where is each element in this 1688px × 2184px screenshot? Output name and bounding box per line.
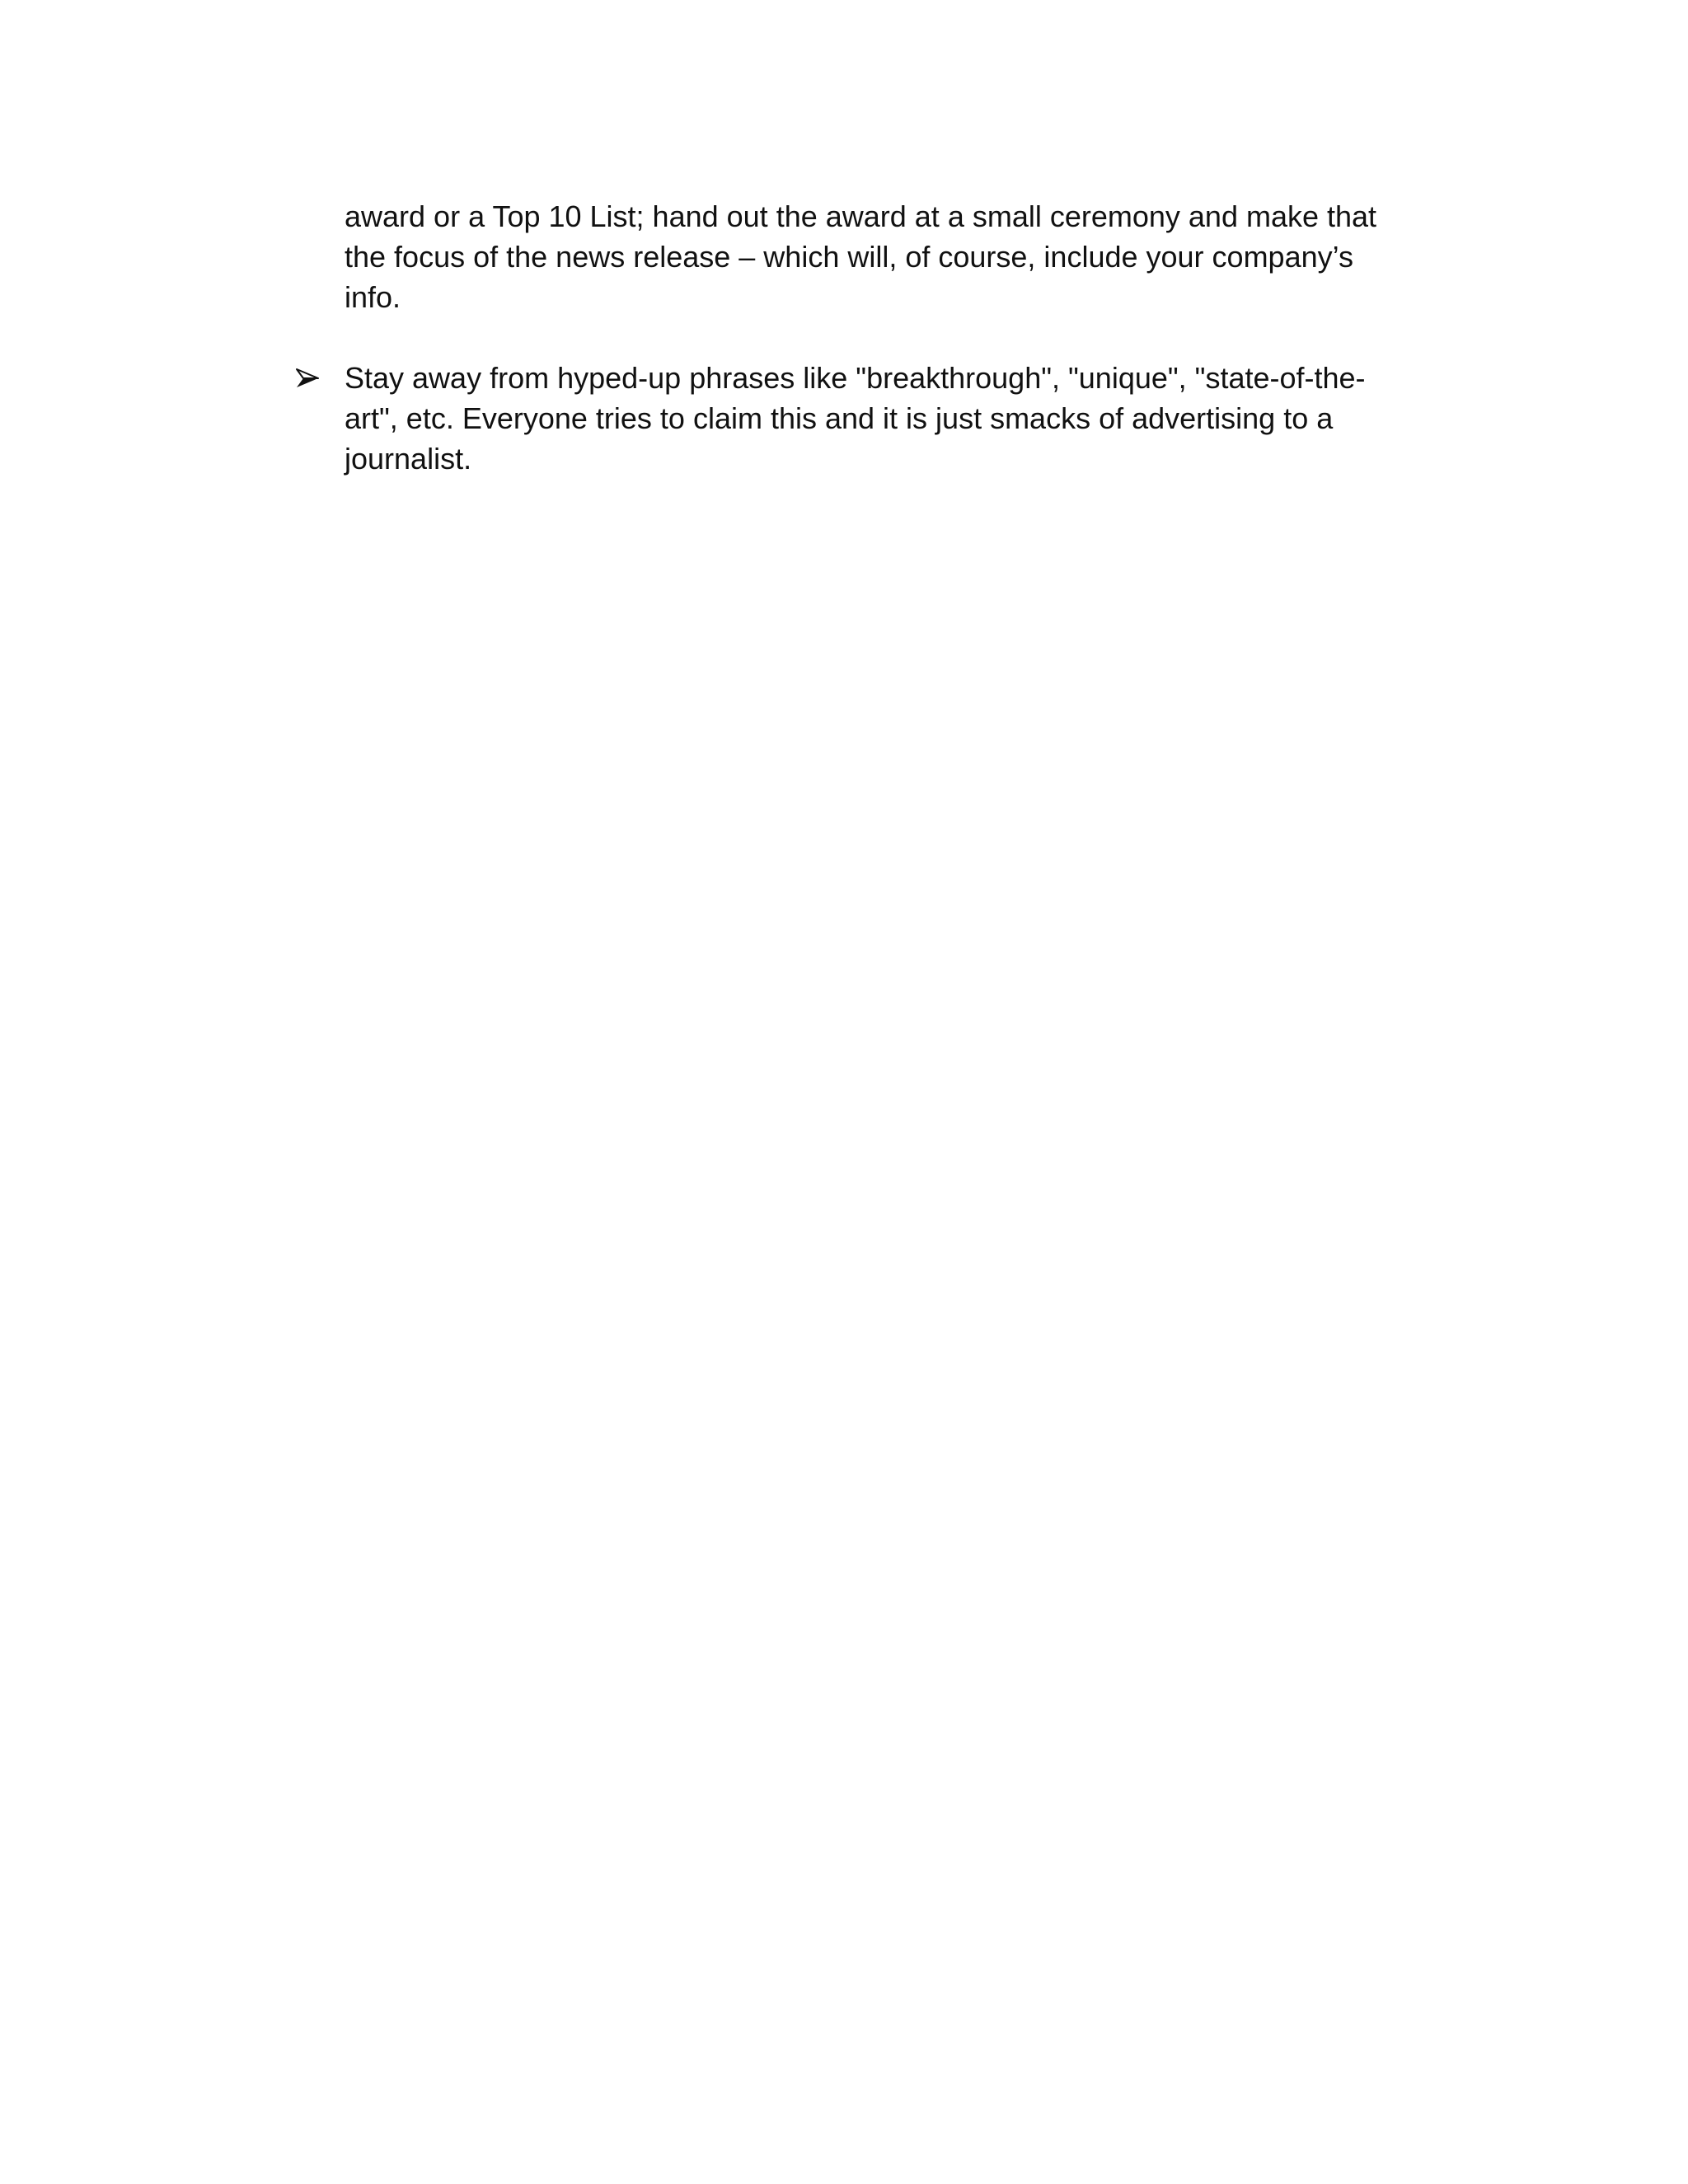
bullet-text (345, 358, 1408, 479)
paragraph-line: the focus of the news release – which will, of course, include your company’s (345, 240, 1353, 274)
bullet-list-item (345, 358, 1408, 479)
arrowhead-bullet-icon (295, 358, 320, 398)
document-body (345, 196, 1408, 479)
paragraph-line: info. (345, 280, 401, 314)
paragraph-line: award or a Top 10 List; hand out the award at a small ceremony and make that (345, 199, 1377, 233)
paragraph-line: journalist. (345, 442, 472, 476)
paragraph-line: art", etc. Everyone tries to claim this and it is just smacks of advertising to a (345, 401, 1334, 435)
continued-paragraph (345, 196, 1408, 317)
paragraph-line: Stay away from hyped-up phrases like "breakthrough", "unique", "state-of-the- (345, 361, 1366, 395)
